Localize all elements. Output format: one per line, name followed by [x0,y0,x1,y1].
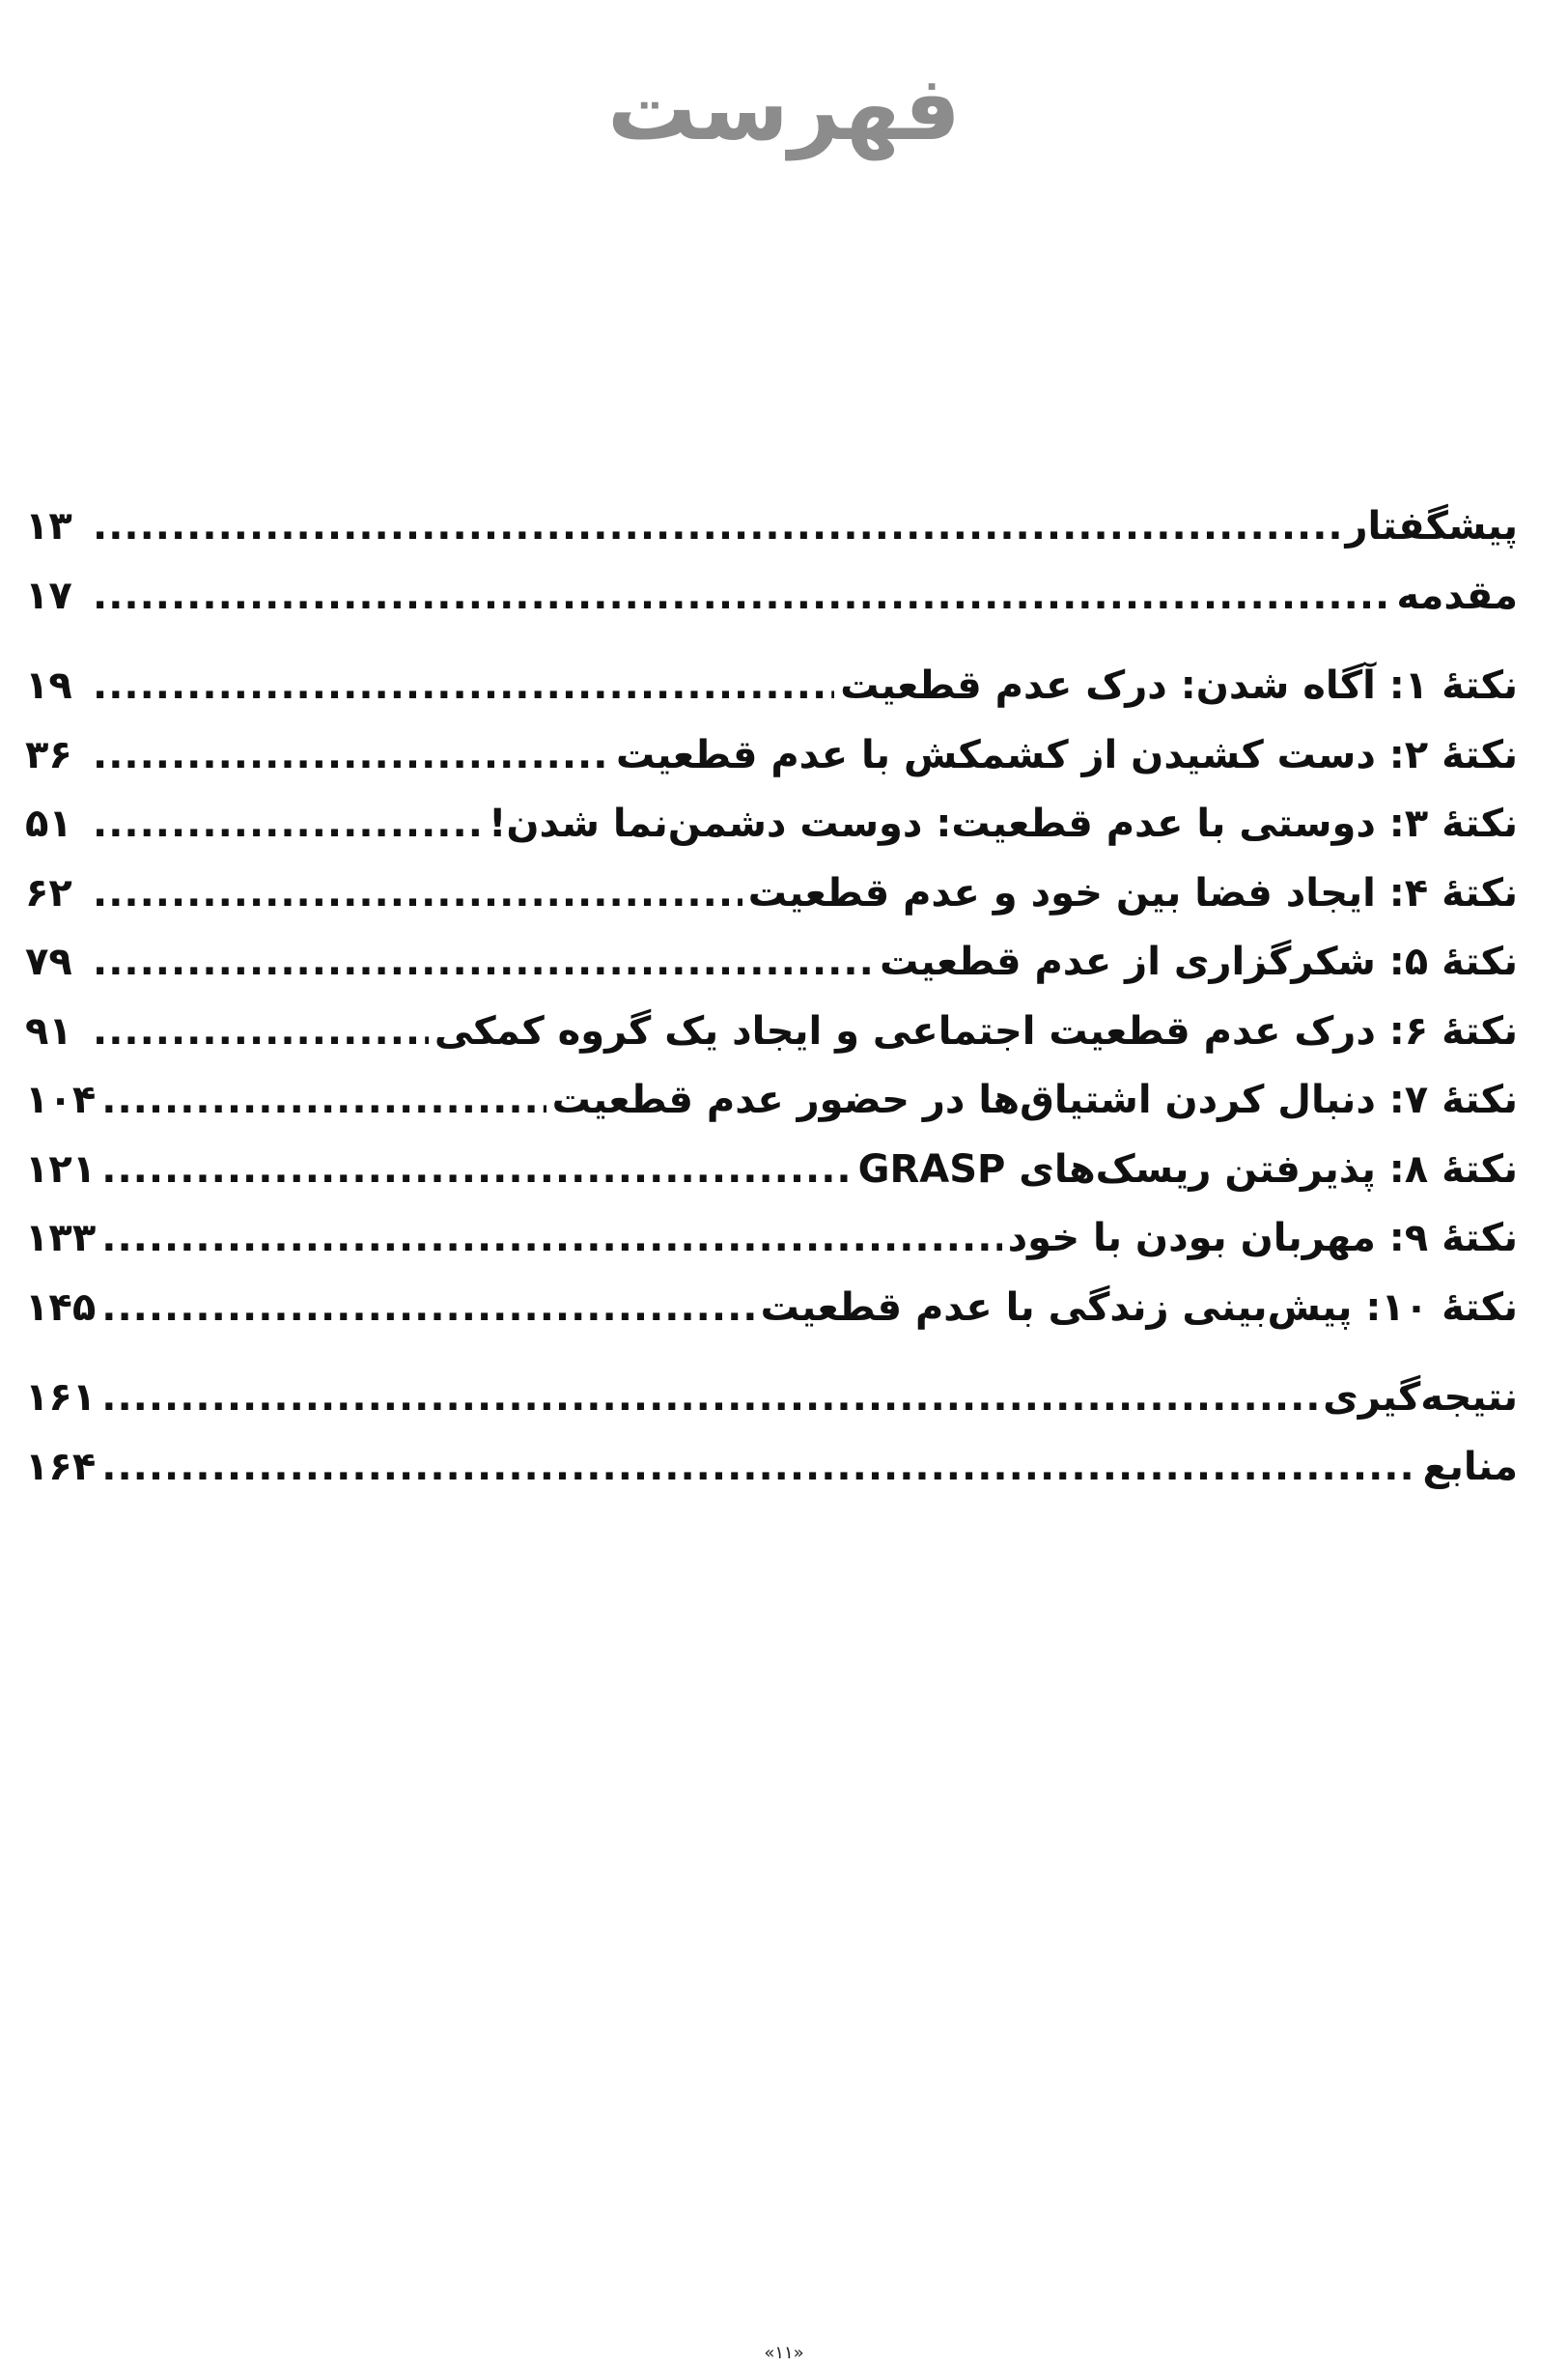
toc-entry-page: ۱۹ [25,663,72,708]
toc-entry-title: منابع [1422,1444,1518,1489]
dot-leader [101,1364,1317,1433]
toc-entry-page: ۷۹ [25,940,72,984]
toc-entry-title: نتیجه‌گیری [1323,1375,1518,1420]
toc-entry-page: ۱۷ [25,573,72,618]
page-number: «۱۱» [764,2343,804,2363]
toc-entry-page: ۱۳۳ [25,1216,97,1260]
toc-group-chapters [25,652,1518,1342]
toc-group-back-matter [25,1364,1518,1502]
toc-entry-title: نکتۀ ۱۰: پیش‌بینی زندگی با عدم قطعیت [760,1284,1518,1330]
toc-entry-page: ۱۲۱ [25,1146,97,1192]
toc-entry[interactable] [25,790,1518,859]
toc-entry-page: ۱۶۱ [25,1375,97,1420]
toc-entry-page: ۶۲ [25,870,72,916]
dot-leader [93,493,1340,562]
dot-leader [93,652,834,721]
toc-entry-page: ۵۱ [25,802,72,846]
toc-entry[interactable] [25,859,1518,929]
toc-entry[interactable] [25,928,1518,998]
table-of-contents [25,493,1518,1502]
toc-entry-title: پیشگفتار [1345,504,1518,549]
toc-entry[interactable] [25,652,1518,721]
toc-entry-page: ۳۶ [25,732,72,777]
toc-entry-title: نکتۀ ۳: دوستی با عدم قطعیت: دوست دشمن‌نما شدن! [489,802,1518,846]
toc-group-front-matter [25,493,1518,631]
toc-entry[interactable] [25,1136,1518,1205]
toc-entry-title: نکتۀ ۵: شکرگزاری از عدم قطعیت [880,940,1518,984]
toc-entry[interactable] [25,562,1518,632]
toc-entry[interactable] [25,1066,1518,1136]
toc-entry[interactable] [25,1274,1518,1343]
dot-leader [93,562,1390,632]
toc-entry-page: ۱۳ [25,504,72,549]
toc-entry-page: ۱۶۴ [25,1444,97,1489]
dot-leader [101,1204,1001,1274]
toc-entry-title: نکتۀ ۴: ایجاد فضا بین خود و عدم قطعیت [747,870,1518,916]
toc-entry[interactable] [25,1433,1518,1503]
toc-entry-title: نکتۀ ۲: دست کشیدن از کشمکش با عدم قطعیت [616,732,1518,777]
dot-leader [101,1274,754,1343]
toc-entry-title: نکتۀ ۶: درک عدم قطعیت اجتماعی و ایجاد یک گروه کمکی [434,1008,1518,1054]
toc-entry-page: ۱۴۵ [25,1284,97,1330]
dot-leader [101,1136,852,1205]
page-title: فهرست [606,57,962,160]
dot-leader [93,928,874,998]
toc-entry[interactable] [25,493,1518,562]
toc-entry-title: نکتۀ ۱: آگاه شدن: درک عدم قطعیت [840,663,1518,708]
toc-entry[interactable] [25,721,1518,791]
toc-entry-title: نکتۀ ۹: مهربان بودن با خود [1007,1216,1518,1260]
toc-entry[interactable] [25,1364,1518,1433]
dot-leader [93,790,483,859]
toc-entry-title: نکتۀ ۸: پذیرفتن ریسک‌های GRASP [857,1146,1518,1192]
toc-entry-page: ۱۰۴ [25,1078,97,1122]
toc-entry-page: ۹۱ [25,1008,72,1054]
dot-leader [101,1066,546,1136]
dot-leader [93,721,610,791]
toc-entry-title: مقدمه [1396,573,1518,618]
dot-leader [93,859,742,929]
toc-entry[interactable] [25,1204,1518,1274]
toc-entry-title: نکتۀ ۷: دنبال کردن اشتیاق‌ها در حضور عدم قطعیت [551,1078,1518,1122]
dot-leader [93,998,429,1067]
dot-leader [101,1433,1416,1503]
toc-entry[interactable] [25,998,1518,1067]
